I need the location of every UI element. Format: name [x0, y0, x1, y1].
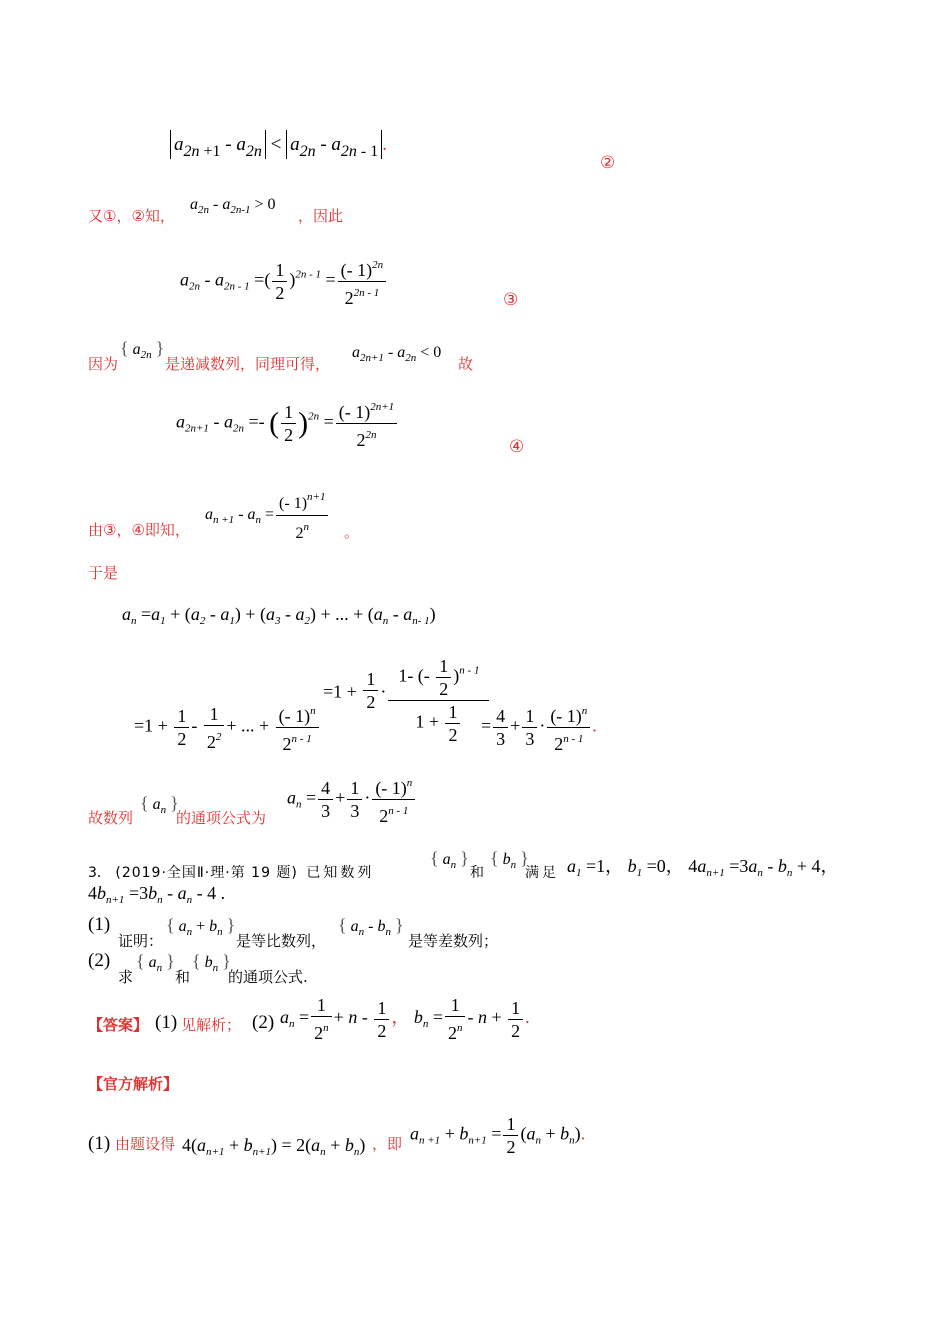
- part-1-label: (1): [88, 914, 111, 935]
- part-2-ask: 求: [118, 968, 134, 986]
- equation-3: $a_{2n} - a_{2n - 1}$ =( $\frac{1}{2}$ )$^{2n - 1}$ = $\frac{(- 1)^{2n}}{2^{2n - 1}}$: [180, 254, 388, 309]
- solution-equation-1: $4(a_{n+1} + b_{n+1}) = 2(a_n + b_n)$: [182, 1135, 366, 1158]
- part-2-end: 的通项公式.: [228, 968, 308, 986]
- problem-text-1: 已知数列: [306, 865, 375, 881]
- part-2-seq-a: { $a_n$ }: [136, 951, 175, 974]
- problem-seq-b: { $b_n$ }: [490, 848, 529, 871]
- telescoping-sum: $a_n =a_1 + (a_2 - a_1) + (a_3 - a_2)$ + ... + $(a_n - a_{n- 1})$: [122, 604, 436, 627]
- positive-difference: $a_{2n} - a_{2n-1} > 0$: [190, 196, 276, 216]
- part-1-diff-seq: { $a_n - b_n$ }: [338, 915, 404, 938]
- problem-satisfies: 满足: [525, 865, 559, 881]
- part-1-prove: 证明：: [118, 932, 164, 950]
- answer-tag: 【答案】: [88, 1016, 149, 1034]
- equation-label-3: ③: [503, 290, 519, 309]
- conclusion-prefix: 故数列: [88, 809, 134, 827]
- sum-expansion: =1 + $\frac{1}{2}$ - $\frac{1}{2^2}$ + ... + $\frac{(- 1)^n}{2^{n - 1}}$: [134, 700, 321, 755]
- inequality-abs: $a_{2n +1} - a_{2n} < a_{2n} - a_{2n - 1}$ .: [170, 134, 387, 161]
- solution-part-1-label: (1): [88, 1133, 111, 1154]
- part-2-label: (2): [88, 950, 111, 971]
- equation-label-2: ②: [600, 153, 616, 172]
- reason-line-2-middle: 是递减数列，同理可得，: [165, 355, 331, 373]
- answer-formulas: $a_n$ = $\frac{1}{2^n}$ + n - $\frac{1}{2}$ ， $b_n$ = $\frac{1}{2^n}$ - n + $\frac{1}{2}$ .: [280, 995, 530, 1043]
- conclusion-suffix: 的通项公式为: [176, 809, 267, 827]
- sum-result: = $\frac{4}{3}$ + $\frac{1}{3}$ · $\frac{(- 1)^n}{2^{n - 1}}$ .: [481, 700, 597, 755]
- part-1-sum-seq: { $a_n + b_n$ }: [166, 915, 236, 938]
- problem-conditions: $a_1 =1$， $b_1 =0$， $4a_{n+1} =3a_n - b_n + 4$，: [567, 856, 839, 879]
- problem-and: 和: [470, 865, 484, 881]
- reason-line-1-suffix: ，因此: [298, 207, 344, 225]
- answer-part-1-text: 见解析；: [181, 1016, 242, 1034]
- problem-source: (2019·全国Ⅱ·理·第 19 题): [115, 865, 298, 881]
- equation-label-4: ④: [509, 437, 525, 456]
- sequence-a2n: { $a_{2n}$ }: [120, 338, 165, 361]
- therefore-label: 于是: [88, 564, 119, 582]
- reason-line-2-prefix: 因为: [88, 355, 119, 373]
- answer-part-2-label: (2): [252, 1012, 275, 1033]
- answer-part-1-label: (1): [155, 1012, 178, 1033]
- part-1-geometric: 是等比数列，: [236, 932, 327, 950]
- solution-text-2: ，即: [372, 1135, 403, 1153]
- sequence-an: { $a_n$ }: [140, 793, 179, 816]
- general-term-formula: $a_n$ = $\frac{4}{3}$ + $\frac{1}{3}$ · $\frac{(- 1)^n}{2^{n - 1}}$: [287, 772, 417, 827]
- geometric-sum: =1 + $\frac{1}{2}$ · 1- (- $\frac{1}{2}$ )$^{n - 1}$ 1 + $\frac{1}{2}$: [323, 655, 491, 746]
- official-analysis-tag: 【官方解析】: [88, 1075, 179, 1093]
- reason-line-2-suffix: 故: [458, 355, 474, 373]
- reason-line-3-prefix: 由③，④即知，: [88, 521, 190, 539]
- problem-number: 3．: [88, 865, 111, 881]
- reason-line-1-prefix: 又①，②知，: [88, 207, 175, 225]
- solution-equation-2: $a_{n +1} + b_{n+1}$ = $\frac{1}{2}$ $(a_n + b_n)$.: [410, 1114, 586, 1157]
- solution-text-1: 由题设得: [115, 1135, 176, 1153]
- equation-an-diff: $a_{n +1} - a_n$ = $\frac{(- 1)^{n+1}}{2^n}$: [205, 486, 330, 545]
- reason-line-1: [88, 205, 175, 226]
- part-2-and: 和: [175, 968, 191, 986]
- negative-difference: $a_{2n+1} - a_{2n} < 0$: [352, 344, 442, 364]
- part-1-arithmetic: 是等差数列；: [408, 932, 499, 950]
- equation-4: $a_{2n+1} - a_{2n}$ =- ( $\frac{1}{2}$ )$^{2n}$ = $\frac{(- 1)^{2n+1}}{2^{2n}}$: [176, 396, 399, 451]
- reason-line-3-suffix: 。: [344, 523, 360, 541]
- part-2-seq-b: { $b_n$ }: [192, 951, 231, 974]
- problem-3-header: [88, 862, 374, 882]
- problem-seq-a: { $a_n$ }: [430, 848, 469, 871]
- problem-condition-2: $4b_{n+1} =3b_n - a_n - 4$ .: [88, 883, 226, 906]
